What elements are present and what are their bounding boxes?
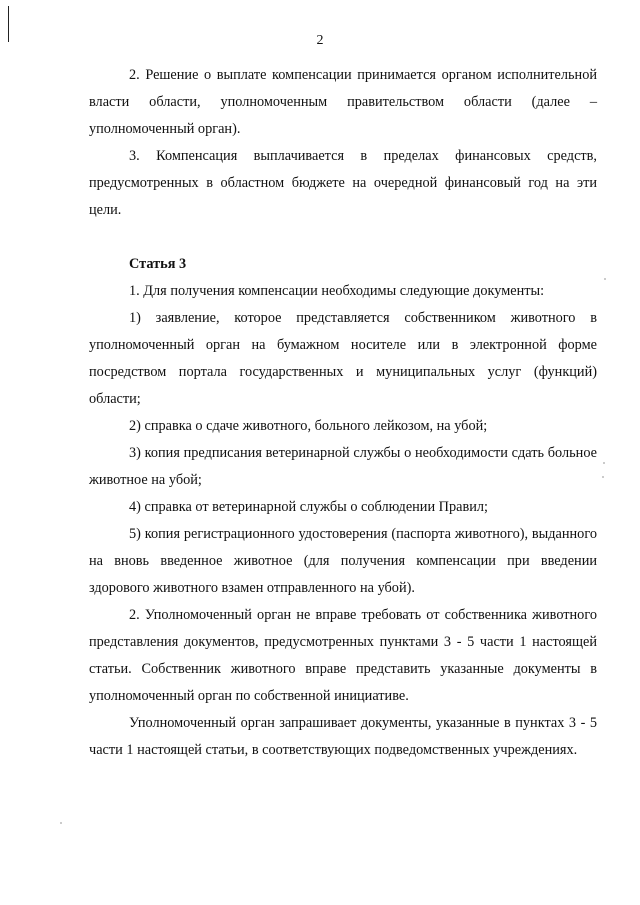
article-paragraph: 4) справка от ветеринарной службы о соблюдении Правил; bbox=[129, 499, 489, 515]
document-body bbox=[89, 62, 597, 764]
page-number: 2 bbox=[316, 33, 324, 48]
scan-speck bbox=[603, 462, 605, 464]
scan-speck bbox=[602, 476, 604, 478]
paragraph-decision: 2. Решение о выплате компенсации принимается органом исполнительной власти области, уполномоченным правительством области (далее – уполномоченный орган). bbox=[89, 67, 597, 137]
article-paragraph: Уполномоченный орган запрашивает документы, указанные в пунктах 3 - 5 части 1 настоящей статьи, в соответствующих подведомственных учреждениях. bbox=[89, 715, 597, 758]
paragraph-funding: 3. Компенсация выплачивается в пределах финансовых средств, предусмотренных в областном бюджете на очередной финансовый год на эти цели. bbox=[89, 148, 597, 218]
article-paragraph: 3) копия предписания ветеринарной службы о необходимости сдать больное животное на убой; bbox=[89, 445, 597, 488]
scan-speck bbox=[60, 822, 62, 824]
article-paragraph: 2) справка о сдаче животного, больного лейкозом, на убой; bbox=[129, 418, 488, 434]
section-gap bbox=[89, 224, 597, 251]
article-paragraph: 1) заявление, которое представляется собственником животного в уполномоченный орган на бумажном носителе или в электронной форме посредством портала государственных и муниципальных услуг (функций) области; bbox=[89, 310, 597, 407]
article-paragraph: 2. Уполномоченный орган не вправе требовать от собственника животного представления документов, предусмотренных пунктами 3 - 5 части 1 настоящей статьи. Собственник животного вправе представить указанные документы в уполномоченный орган по собственной инициативе. bbox=[89, 607, 597, 704]
scan-speck bbox=[604, 278, 606, 280]
article-paragraph: 1. Для получения компенсации необходимы следующие документы: bbox=[129, 283, 545, 299]
article-paragraph: 5) копия регистрационного удостоверения (паспорта животного), выданного на вновь введенное животное (для получения компенсации при введении здорового животного взамен отправленного на убой). bbox=[89, 526, 597, 596]
article-heading: Статья 3 bbox=[129, 256, 187, 272]
